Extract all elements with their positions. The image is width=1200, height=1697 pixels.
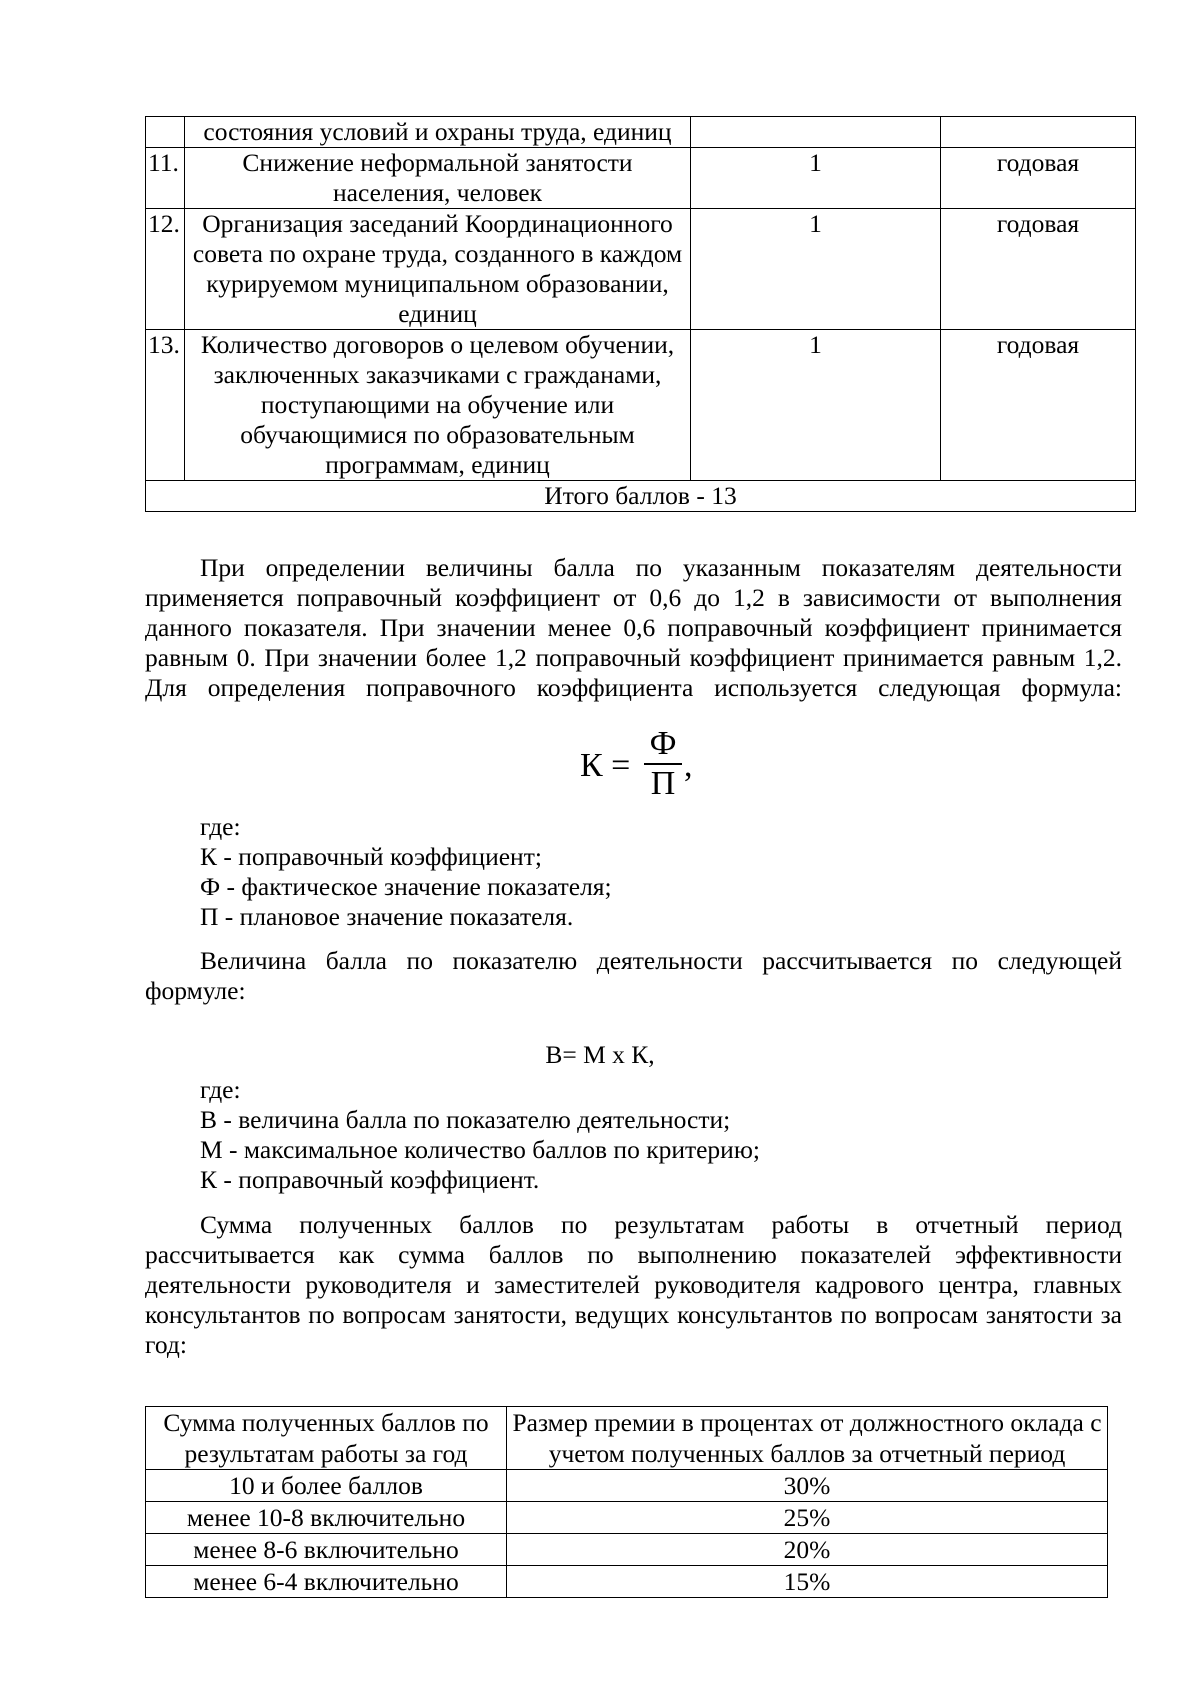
bonus-table — [145, 1406, 1108, 1598]
indicator-value: 1 — [691, 209, 941, 330]
row-number: 12. — [146, 209, 185, 330]
bonus-percent: 20% — [507, 1534, 1108, 1566]
indicator-name: Снижение неформальной занятости населения, человек — [185, 148, 691, 209]
score-range: менее 8-6 включительно — [146, 1534, 507, 1566]
indicator-name: Количество договоров о целевом обучении, заключенных заказчиками с гражданами, поступающими на обучение или обучающимися по образовательным программам, единиц — [185, 330, 691, 481]
formula-lhs: К = — [580, 747, 631, 784]
table-row — [146, 148, 1136, 209]
total-score: Итого баллов - 13 — [146, 481, 1136, 512]
score-range: менее 6-4 включительно — [146, 1566, 507, 1598]
column-header: Сумма полученных баллов по результатам работы за год — [146, 1407, 507, 1470]
where-label: где: — [200, 812, 241, 841]
formula-suffix: , — [684, 747, 693, 784]
definition-item: В - величина балла по показателю деятельности; — [200, 1105, 731, 1134]
definition-item: К - поправочный коэффициент. — [200, 1165, 540, 1194]
bonus-percent: 15% — [507, 1566, 1108, 1598]
indicator-period: годовая — [941, 209, 1136, 330]
paragraph-score-sum: Сумма полученных баллов по результатам работы в отчетный период рассчитывается как сумма баллов по выполнению показателей эффективности деятельности руководителя и заместителей руководителя кадрового центра, главных консультантов по вопросам занятости, ведущих консультантов по вопросам занятости за год: — [145, 1210, 1122, 1359]
indicator-period — [941, 117, 1136, 148]
score-range: 10 и более баллов — [146, 1470, 507, 1502]
table-row — [146, 117, 1136, 148]
row-number — [146, 117, 185, 148]
table-row — [146, 1470, 1108, 1502]
indicator-period: годовая — [941, 148, 1136, 209]
indicator-name: Организация заседаний Координационного совета по охране труда, созданного в каждом курируемом муниципальном образовании, единиц — [185, 209, 691, 330]
indicators-table — [145, 116, 1136, 512]
definition-item: П - плановое значение показателя. — [200, 902, 574, 931]
table-row — [146, 1566, 1108, 1598]
table-row — [146, 1502, 1108, 1534]
table-total-row — [146, 481, 1136, 512]
score-range: менее 10-8 включительно — [146, 1502, 507, 1534]
definition-item: К - поправочный коэффициент; — [200, 842, 542, 871]
row-number: 11. — [146, 148, 185, 209]
indicator-value — [691, 117, 941, 148]
column-header: Размер премии в процентах от должностного оклада с учетом полученных баллов за отчетный период — [507, 1407, 1108, 1470]
formula-denominator: П — [650, 765, 676, 802]
indicator-name: состояния условий и охраны труда, единиц — [185, 117, 691, 148]
paragraph-score-formula: Величина балла по показателю деятельности рассчитывается по следующей формуле: — [145, 946, 1122, 1005]
where-label: где: — [200, 1075, 241, 1104]
indicator-period: годовая — [941, 330, 1136, 481]
table-row — [146, 1534, 1108, 1566]
indicator-value: 1 — [691, 148, 941, 209]
row-number: 13. — [146, 330, 185, 481]
formula-numerator: Ф — [649, 725, 677, 762]
formula-score: В= М х К, — [545, 1040, 655, 1069]
definition-item: Ф - фактическое значение показателя; — [200, 872, 612, 901]
indicator-value: 1 — [691, 330, 941, 481]
bonus-percent: 30% — [507, 1470, 1108, 1502]
definition-item: М - максимальное количество баллов по критерию; — [200, 1135, 760, 1164]
formula-fraction — [642, 725, 684, 803]
table-row — [146, 330, 1136, 481]
table-header-row — [146, 1407, 1108, 1470]
table-row — [146, 209, 1136, 330]
paragraph-correction-coefficient: При определении величины балла по указанным показателям деятельности применяется поправочный коэффициент от 0,6 до 1,2 в зависимости от выполнения данного показателя. При значении менее 0,6 поправочный коэффициент принимается равным 0. При значении более 1,2 поправочный коэффициент принимается равным 1,2. Для определения поправочного коэффициента используется следующая формула: — [145, 553, 1122, 702]
bonus-percent: 25% — [507, 1502, 1108, 1534]
